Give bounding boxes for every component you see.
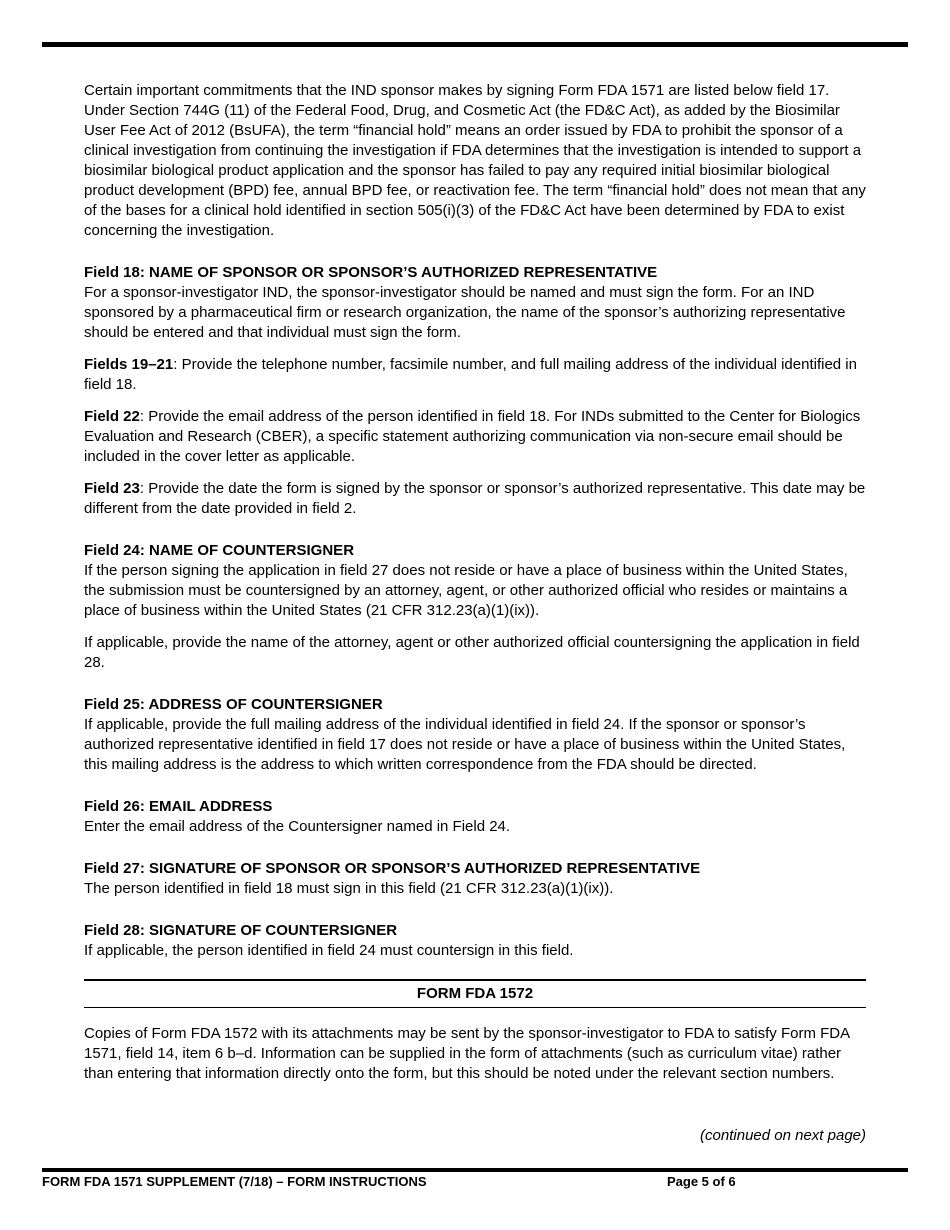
intro-paragraph: Certain important commitments that the IND sponsor makes by signing Form FDA 1571 are listed below field 17. Under Section 744G (11) of the Federal Food, Drug, and Cosmetic Act (the FD&C Act), as added by the Biosimilar User Fee Act of 2012 (BsUFA), the term “financial hold” means an order issued by FDA to prohibit the sponsor of a clinical investigation from continuing the investigation if FDA determines that the investigation is intended to support a biosimilar biological product application and the sponsor has failed to pay any required initial biosimilar biological product development (BPD) fee, annual BPD fee, or reactivation fee. The term “financial hold” does not mean that any of the bases for a clinical hold identified in section 505(i)(3) of the FD&C Act have been determined by FDA to exist concerning the investigation. [84, 82, 866, 239]
document-body [84, 81, 866, 1084]
field-26-heading: Field 26: EMAIL ADDRESS [84, 798, 273, 815]
form-1572-text: Copies of Form FDA 1572 with its attachments may be sent by the sponsor-investigator to FDA to satisfy Form FDA 1571, field 14, item 6 b–d. Information can be supplied in the form of attachments (such as curriculum vitae) rather than entering that information directly onto the form, but this should be noted under the relevant section numbers. [84, 1025, 850, 1082]
field-24-heading: Field 24: NAME OF COUNTERSIGNER [84, 542, 355, 559]
field-28-heading: Field 28: SIGNATURE OF COUNTERSIGNER [84, 922, 398, 939]
field-26-text: Enter the email address of the Countersigner named in Field 24. [84, 818, 511, 835]
field-18-text: For a sponsor-investigator IND, the sponsor-investigator should be named and must sign the form. For an IND sponsored by a pharmaceutical firm or research organization, the name of the sponsor’s authorizing representative should be entered and that individual must sign the form. [84, 284, 846, 341]
continued-note: (continued on next page) [700, 1127, 866, 1144]
top-rule [42, 42, 908, 47]
form-1572-section-title: FORM FDA 1572 [84, 979, 866, 1008]
bottom-rule [42, 1168, 908, 1172]
fields-19-21-text: : Provide the telephone number, facsimile number, and full mailing address of the individual identified in field 18. [84, 356, 857, 393]
field-22-text: : Provide the email address of the person identified in field 18. For INDs submitted to the Center for Biologics Evaluation and Research (CBER), a specific statement authorizing communication via non-secure email should be included in the cover letter as applicable. [84, 408, 861, 465]
field-18-heading: Field 18: NAME OF SPONSOR OR SPONSOR’S AUTHORIZED REPRESENTATIVE [84, 264, 658, 281]
field-24-text-2: If applicable, provide the name of the attorney, agent or other authorized official countersigning the application in field 28. [84, 634, 860, 671]
field-27-text: The person identified in field 18 must sign in this field (21 CFR 312.23(a)(1)(ix)). [84, 880, 614, 897]
field-22-label: Field 22 [84, 408, 140, 425]
field-23-text: : Provide the date the form is signed by the sponsor or sponsor’s authorized representative. This date may be different from the date provided in field 2. [84, 480, 866, 517]
fields-19-21-label: Fields 19–21 [84, 356, 174, 373]
field-22-paragraph [84, 407, 866, 467]
field-24-text-1: If the person signing the application in field 27 does not reside or have a place of business within the United States, the submission must be countersigned by an attorney, agent, or other authorized official who resides or maintains a place of business within the United States (21 CFR 312.23(a)(1)(ix)). [84, 562, 848, 619]
footer-form-title: FORM FDA 1571 SUPPLEMENT (7/18) – FORM INSTRUCTIONS [42, 1174, 427, 1189]
field-27-heading: Field 27: SIGNATURE OF SPONSOR OR SPONSOR’S AUTHORIZED REPRESENTATIVE [84, 860, 701, 877]
field-25-heading: Field 25: ADDRESS OF COUNTERSIGNER [84, 696, 383, 713]
field-23-label: Field 23 [84, 480, 140, 497]
field-25-text: If applicable, provide the full mailing address of the individual identified in field 24. If the sponsor or sponsor’s authorized representative identified in field 17 does not reside or have a place of business within the United States, this mailing address is the address to which written correspondence from the FDA should be directed. [84, 716, 846, 773]
field-23-paragraph [84, 479, 866, 519]
footer-page-number: Page 5 of 6 [667, 1174, 736, 1189]
field-28-text: If applicable, the person identified in field 24 must countersign in this field. [84, 942, 574, 959]
fields-19-21-paragraph [84, 355, 866, 395]
